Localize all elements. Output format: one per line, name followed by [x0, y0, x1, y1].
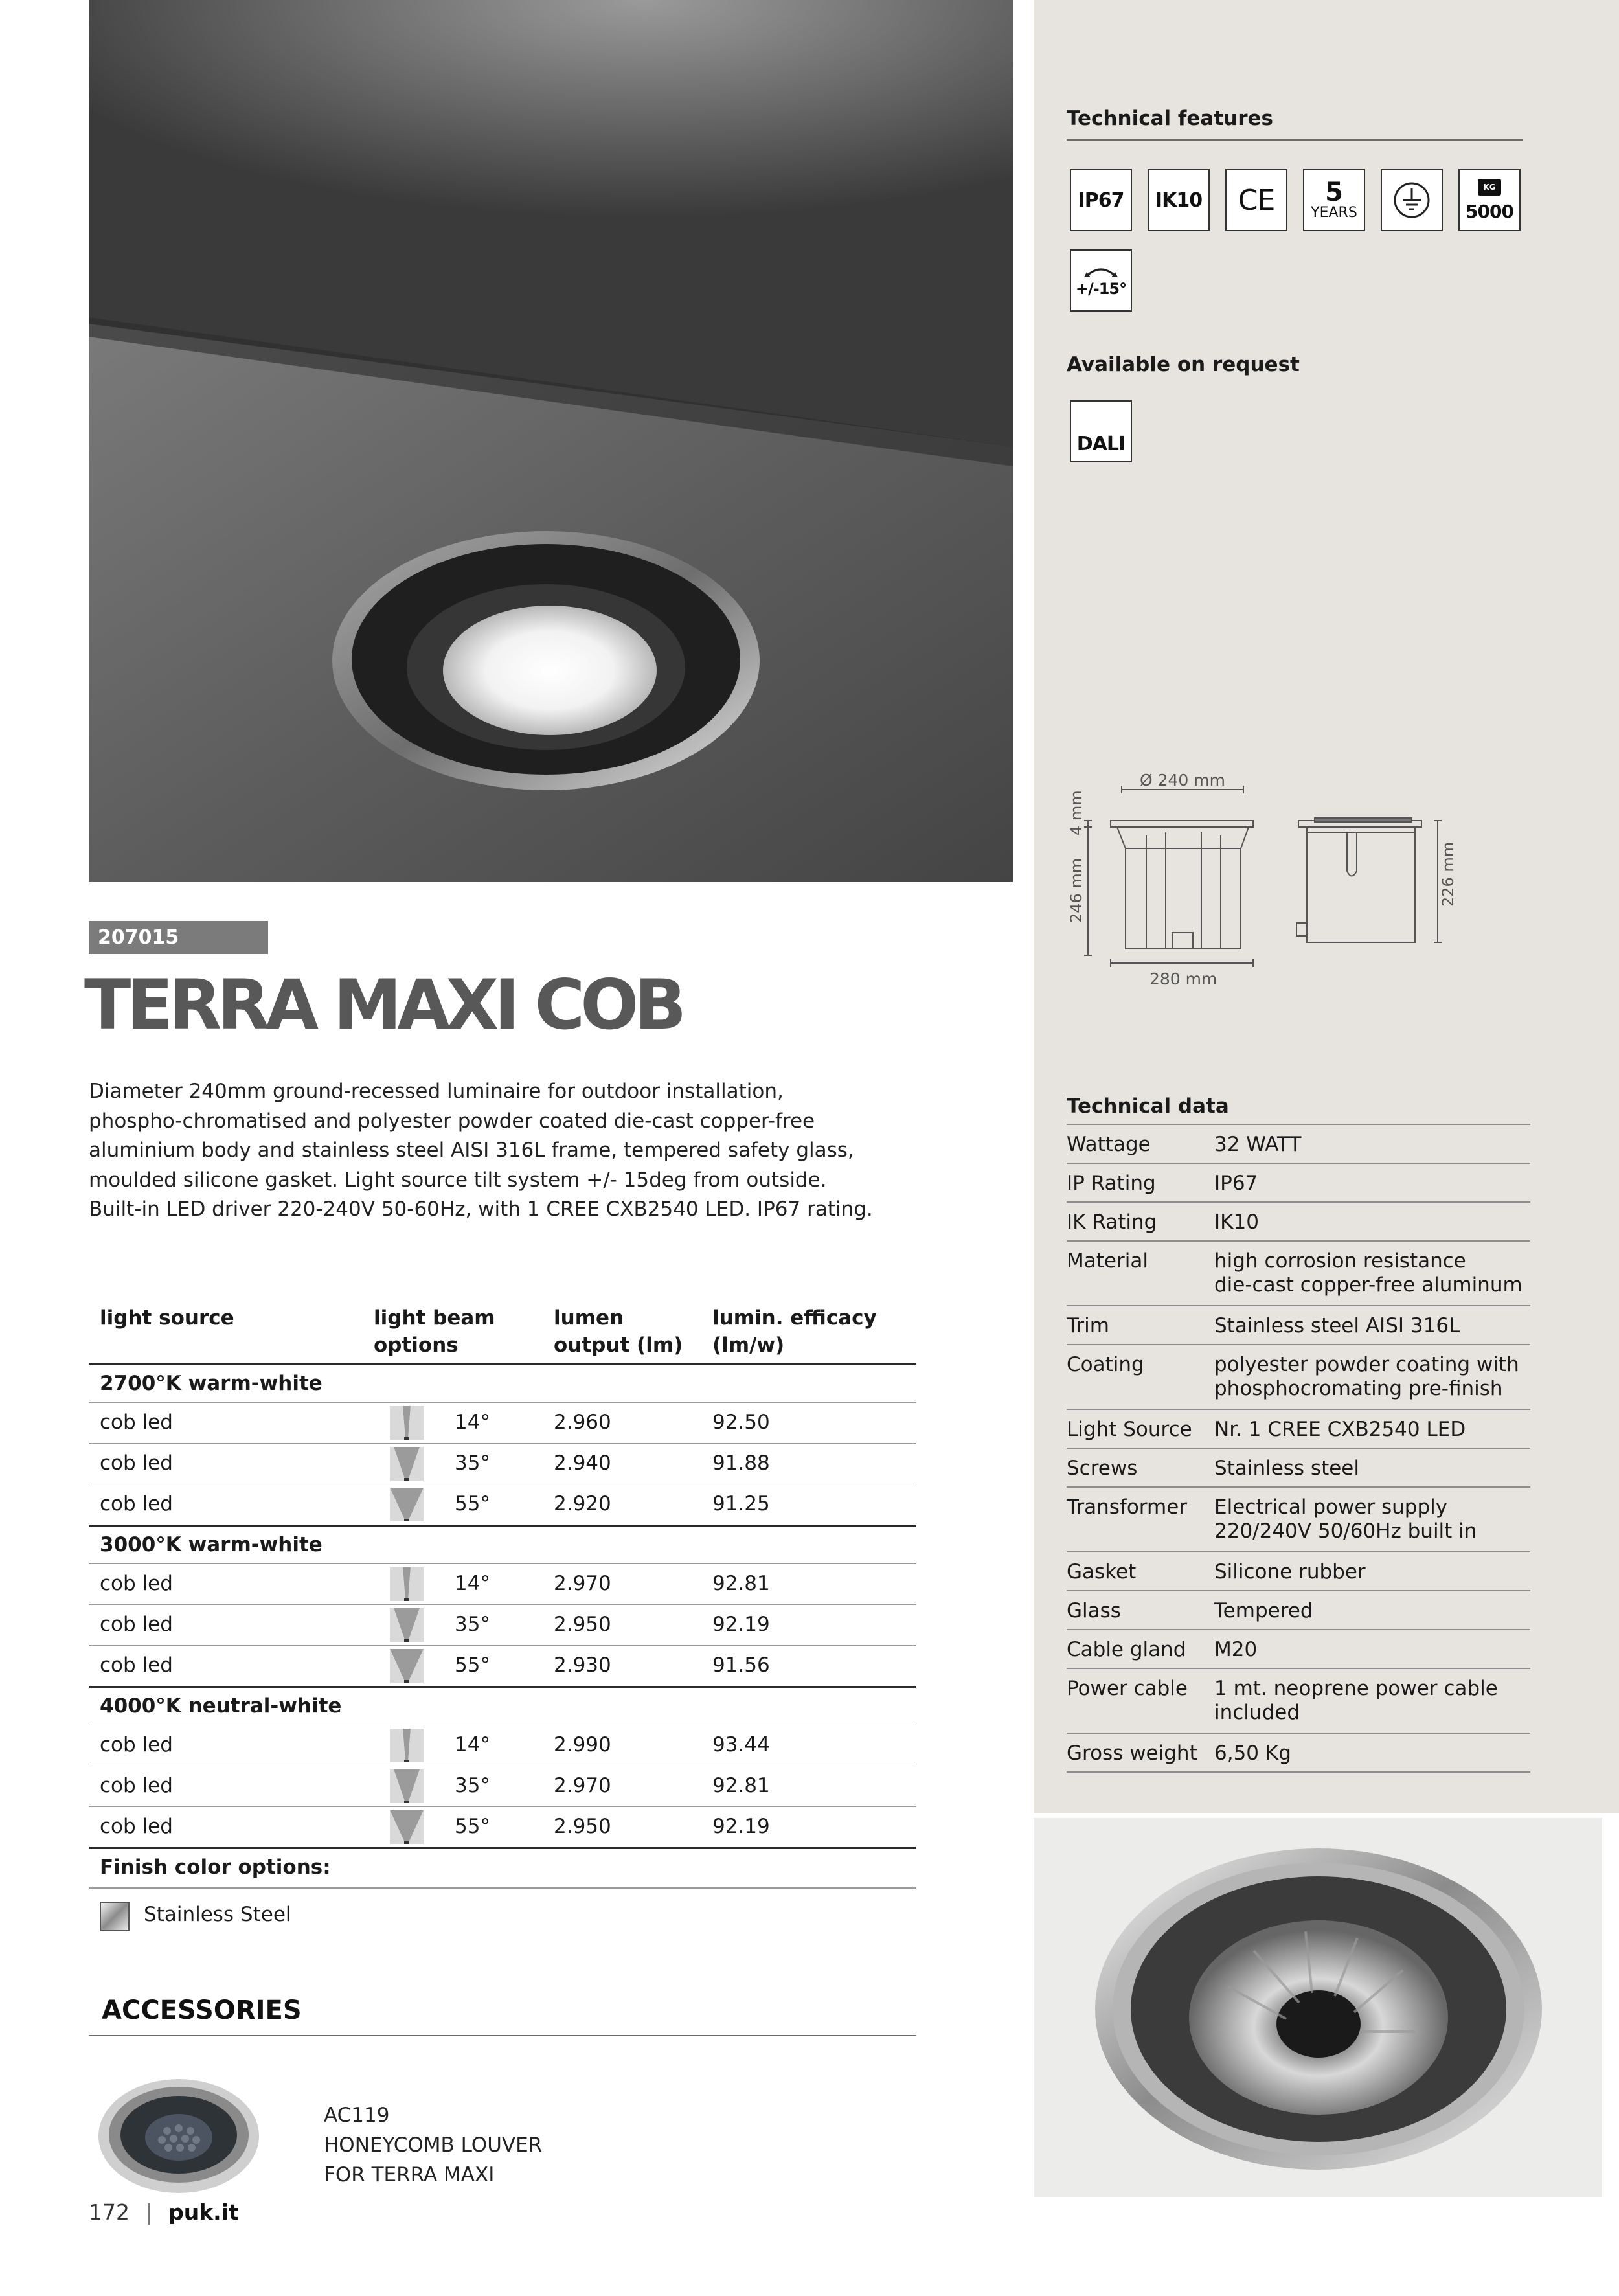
beam-angle-cell: 14°	[455, 1572, 490, 1595]
technical-data-key: IK Rating	[1067, 1211, 1157, 1234]
beam-angle-cell: 35°	[455, 1451, 490, 1475]
technical-data-value	[1214, 1353, 1530, 1401]
lumen-output-cell: 2.950	[554, 1815, 611, 1838]
load-weight-icon: KG 5000	[1458, 169, 1521, 231]
technical-data-rule	[1067, 1668, 1530, 1669]
finish-option-label: Stainless Steel	[144, 1903, 291, 1926]
header-light-beam-line1: light beam	[374, 1306, 495, 1330]
light-source-cell: cob led	[100, 1654, 173, 1677]
efficacy-cell: 92.81	[712, 1774, 770, 1797]
color-temperature-group: 3000°K warm-white	[100, 1533, 323, 1556]
description-line: Built-in LED driver 220-240V 50-60Hz, with 1 CREE CXB2540 LED. IP67 rating.	[89, 1198, 873, 1221]
technical-data-key: Material	[1067, 1249, 1148, 1273]
technical-data-value-line: die-cast copper-free aluminum	[1214, 1273, 1523, 1297]
technical-data-value	[1214, 1314, 1530, 1338]
technical-data-value	[1214, 1133, 1530, 1157]
technical-data-value	[1214, 1457, 1530, 1481]
description-line: moulded silicone gasket. Light source tilt system +/- 15deg from outside.	[89, 1168, 827, 1192]
table-row	[89, 1645, 916, 1685]
technical-data-key: Power cable	[1067, 1677, 1188, 1700]
light-source-cell: cob led	[100, 1613, 173, 1636]
light-source-cell: cob led	[100, 1733, 173, 1756]
technical-data-value-line: Stainless steel AISI 316L	[1214, 1314, 1460, 1337]
accessory-name-line1: HONEYCOMB LOUVER	[324, 2133, 543, 2157]
efficacy-cell: 91.25	[712, 1492, 770, 1516]
technical-data-heading: Technical data	[1067, 1095, 1229, 1118]
efficacy-cell: 92.19	[712, 1815, 770, 1838]
table-row	[89, 1402, 916, 1442]
light-beam-icon	[389, 1648, 425, 1684]
finish-swatch-stainless-steel	[100, 1902, 130, 1931]
light-beam-icon	[389, 1727, 425, 1764]
dimension-width: 280 mm	[1149, 970, 1217, 988]
technical-features-heading: Technical features	[1067, 107, 1273, 130]
technical-drawing	[1062, 767, 1464, 1001]
accessories-rule	[89, 2035, 916, 2036]
technical-data-value-line: Silicone rubber	[1214, 1560, 1366, 1584]
technical-data-rule	[1067, 1344, 1530, 1345]
table-row	[89, 1443, 916, 1483]
header-efficacy-line1: lumin. efficacy	[712, 1306, 877, 1330]
technical-data-rule	[1067, 1305, 1530, 1306]
table-row	[89, 1806, 916, 1847]
product-top-view-illustration	[1034, 1818, 1602, 2197]
beam-angle-cell: 55°	[455, 1654, 490, 1677]
technical-data-key: IP Rating	[1067, 1172, 1156, 1195]
warranty-icon: 5 YEARS	[1303, 169, 1365, 231]
light-source-table-body	[89, 1302, 916, 1937]
technical-data-value-line: 6,50 Kg	[1214, 1742, 1291, 1765]
technical-data-value-line: IP67	[1214, 1172, 1258, 1195]
ip67-icon: IP67	[1070, 169, 1132, 231]
technical-data-value	[1214, 1249, 1530, 1297]
technical-data-value-line: Electrical power supply	[1214, 1495, 1448, 1519]
technical-data-value-line: 32 WATT	[1214, 1133, 1302, 1156]
technical-data-value-line: M20	[1214, 1638, 1258, 1661]
technical-data-value-line: 1 mt. neoprene power cable	[1214, 1677, 1498, 1700]
technical-data-rule	[1067, 1771, 1530, 1773]
light-source-cell: cob led	[100, 1451, 173, 1475]
dimension-total-height: 246 mm	[1067, 858, 1085, 923]
dimension-diameter: Ø 240 mm	[1140, 771, 1225, 790]
technical-data-value-line: Nr. 1 CREE CXB2540 LED	[1214, 1418, 1466, 1441]
header-light-beam-line2: options	[374, 1334, 459, 1357]
technical-data-value-line: Tempered	[1214, 1599, 1313, 1622]
header-efficacy-line2: (lm/w)	[712, 1334, 785, 1357]
lumen-output-cell: 2.970	[554, 1572, 611, 1595]
technical-data-key: Transformer	[1067, 1495, 1188, 1519]
technical-data-rule	[1067, 1240, 1530, 1242]
technical-data-key: Coating	[1067, 1353, 1144, 1376]
technical-data-key: Trim	[1067, 1314, 1109, 1337]
footer-separator: |	[145, 2199, 153, 2225]
light-source-cell: cob led	[100, 1572, 173, 1595]
technical-data-rule	[1067, 1163, 1530, 1164]
efficacy-cell: 93.44	[712, 1733, 770, 1756]
light-beam-icon	[389, 1768, 425, 1804]
light-beam-icon	[389, 1446, 425, 1482]
technical-data-value-line: 220/240V 50/60Hz built in	[1214, 1519, 1477, 1543]
dimension-drawing-svg	[1062, 767, 1464, 1001]
technical-data-value	[1214, 1560, 1530, 1584]
dali-icon: DALI	[1070, 400, 1132, 462]
technical-data-rule	[1067, 1448, 1530, 1449]
beam-angle-cell: 55°	[455, 1815, 490, 1838]
light-source-cell: cob led	[100, 1492, 173, 1516]
available-on-request-heading: Available on request	[1067, 353, 1300, 376]
technical-data-rule	[1067, 1409, 1530, 1410]
technical-data-value-line: phosphocromating pre-finish	[1214, 1377, 1503, 1400]
technical-data-rule	[1067, 1124, 1530, 1125]
technical-data-rule	[1067, 1733, 1530, 1734]
lumen-output-cell: 2.960	[554, 1411, 611, 1434]
technical-data-rule	[1067, 1201, 1530, 1203]
color-temperature-group: 2700°K warm-white	[100, 1372, 323, 1395]
technical-data-value	[1214, 1742, 1530, 1766]
beam-angle-cell: 35°	[455, 1774, 490, 1797]
light-beam-icon	[389, 1405, 425, 1441]
header-lumen-line1: lumen	[554, 1306, 624, 1330]
light-source-cell: cob led	[100, 1815, 173, 1838]
table-row	[89, 1563, 916, 1604]
technical-data-value	[1214, 1599, 1530, 1623]
technical-data-key: Screws	[1067, 1457, 1138, 1480]
description-line: Diameter 240mm ground-recessed luminaire for outdoor installation,	[89, 1080, 784, 1103]
page-number: 172	[89, 2199, 130, 2225]
technical-data-key: Gasket	[1067, 1560, 1137, 1584]
product-hero-photo	[89, 0, 1013, 882]
technical-data-value	[1214, 1638, 1530, 1662]
table-row	[89, 1604, 916, 1644]
technical-data-key: Light Source	[1067, 1418, 1192, 1441]
accessories-heading: ACCESSORIES	[102, 1995, 302, 2025]
product-top-view-photo	[1034, 1818, 1602, 2197]
lumen-output-cell: 2.970	[554, 1774, 611, 1797]
technical-data-rule	[1067, 1486, 1530, 1488]
technical-data-value-line: included	[1214, 1701, 1300, 1724]
finish-options-heading: Finish color options:	[100, 1856, 331, 1879]
accessory-code: AC119	[324, 2104, 390, 2127]
technical-data-value-line: high corrosion resistance	[1214, 1249, 1466, 1273]
product-code-badge: 207015	[89, 921, 268, 954]
earth-ground-icon	[1381, 169, 1443, 231]
technical-data-key: Cable gland	[1067, 1638, 1186, 1661]
light-beam-icon	[389, 1486, 425, 1523]
efficacy-cell: 92.50	[712, 1411, 770, 1434]
light-source-cell: cob led	[100, 1411, 173, 1434]
technical-data-key: Wattage	[1067, 1133, 1151, 1156]
technical-features-rule	[1067, 139, 1523, 141]
lumen-output-cell: 2.950	[554, 1613, 611, 1636]
product-title: TERRA MAXI COB	[84, 965, 683, 1045]
header-lumen-line2: output (lm)	[554, 1334, 683, 1357]
technical-data-rule	[1067, 1629, 1530, 1630]
light-beam-icon	[389, 1607, 425, 1643]
accessory-name-line2: FOR TERRA MAXI	[324, 2163, 495, 2187]
technical-data-value	[1214, 1418, 1530, 1442]
light-beam-icon	[389, 1809, 425, 1845]
technical-data-value	[1214, 1677, 1530, 1725]
product-description	[89, 1077, 931, 1225]
header-light-source: light source	[100, 1306, 234, 1330]
ce-mark-icon: CE	[1225, 169, 1287, 231]
efficacy-cell: 92.19	[712, 1613, 770, 1636]
beam-angle-cell: 35°	[455, 1613, 490, 1636]
dimension-top-height: 4 mm	[1067, 790, 1085, 835]
description-line: aluminium body and stainless steel AISI 316L frame, tempered safety glass,	[89, 1139, 854, 1162]
technical-data-value	[1214, 1495, 1530, 1543]
technical-data-value	[1214, 1172, 1530, 1196]
table-row	[89, 1484, 916, 1524]
technical-data-value-line: polyester powder coating with	[1214, 1353, 1519, 1376]
ik10-icon: IK10	[1148, 169, 1210, 231]
light-source-cell: cob led	[100, 1774, 173, 1797]
footer-website-link[interactable]: puk.it	[168, 2199, 239, 2225]
lumen-output-cell: 2.940	[554, 1451, 611, 1475]
hero-photo-illustration	[89, 0, 1013, 882]
beam-angle-cell: 14°	[455, 1733, 490, 1756]
efficacy-cell: 92.81	[712, 1572, 770, 1595]
tilt-icon: +/-15°	[1070, 249, 1132, 312]
technical-data-value-line: Stainless steel	[1214, 1457, 1359, 1480]
color-temperature-group: 4000°K neutral-white	[100, 1694, 342, 1718]
efficacy-cell: 91.88	[712, 1451, 770, 1475]
technical-data-key: Gross weight	[1067, 1742, 1197, 1765]
technical-data-rule	[1067, 1590, 1530, 1591]
lumen-output-cell: 2.930	[554, 1654, 611, 1677]
description-line: phospho-chromatised and polyester powder coated die-cast copper-free	[89, 1109, 815, 1133]
lumen-output-cell: 2.990	[554, 1733, 611, 1756]
table-row	[89, 1766, 916, 1806]
accessory-thumbnail	[96, 2073, 264, 2196]
beam-angle-cell: 55°	[455, 1492, 490, 1516]
efficacy-cell: 91.56	[712, 1654, 770, 1677]
table-row	[89, 1725, 916, 1765]
dimension-side-height: 226 mm	[1439, 841, 1457, 907]
technical-data-rule	[1067, 1551, 1530, 1552]
technical-data-value	[1214, 1211, 1530, 1234]
light-beam-icon	[389, 1566, 425, 1602]
technical-data-value-line: IK10	[1214, 1211, 1259, 1234]
lumen-output-cell: 2.920	[554, 1492, 611, 1516]
beam-angle-cell: 14°	[455, 1411, 490, 1434]
table-rule	[89, 1887, 916, 1889]
page-footer	[89, 2199, 239, 2225]
technical-data-key: Glass	[1067, 1599, 1121, 1622]
